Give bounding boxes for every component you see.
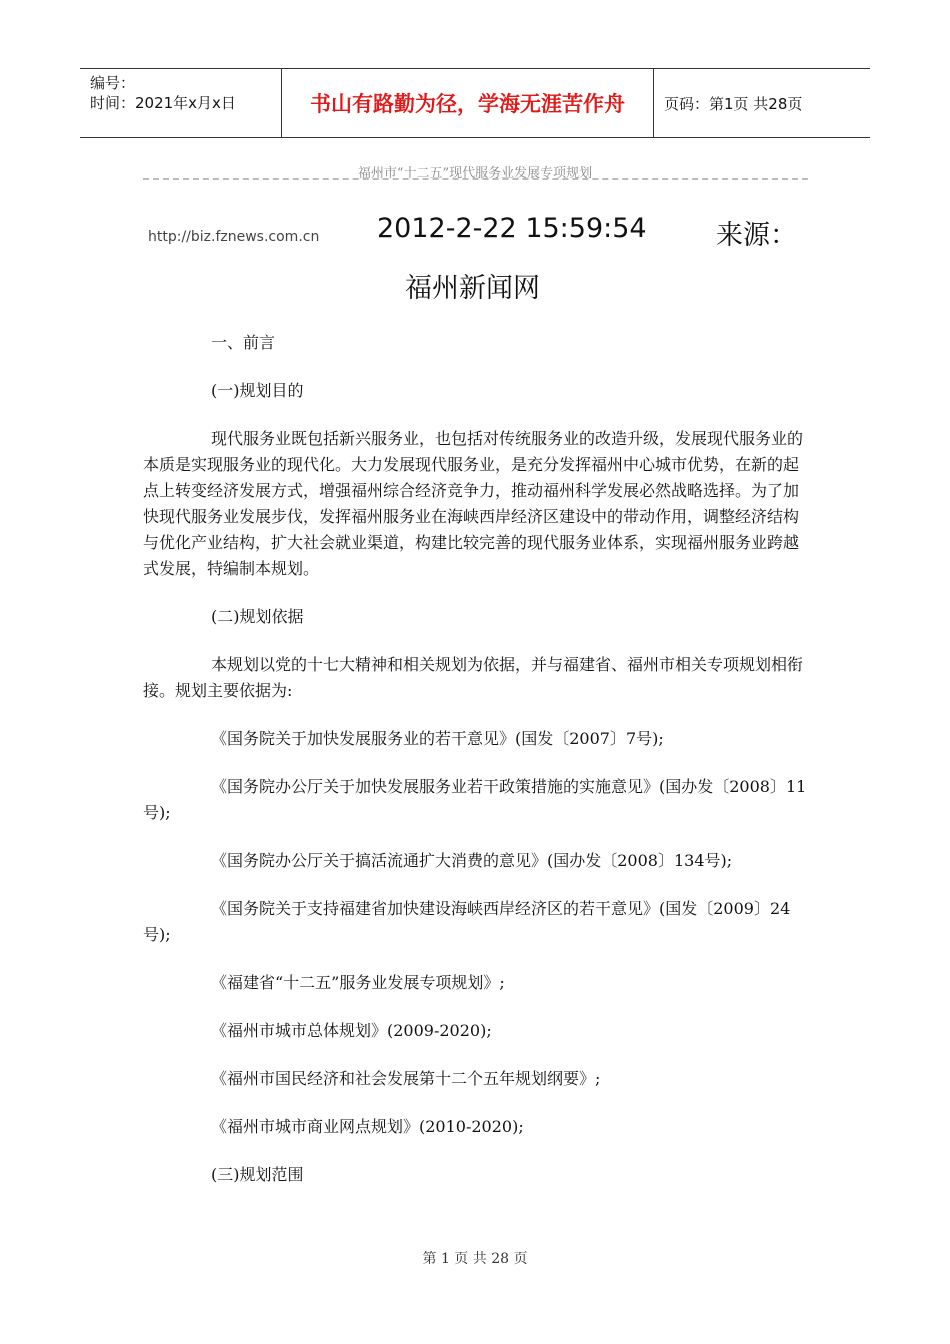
source-url[interactable]: http://biz.fznews.com.cn: [148, 229, 320, 245]
subsection-heading: (一)规划目的: [211, 381, 304, 400]
reference-item: 《福州市城市总体规划》(2009-2020);: [211, 1021, 492, 1040]
reference-item: 《国务院关于加快发展服务业的若干意见》(国发〔2007〕7号);: [211, 729, 664, 748]
source-site: 福州新闻网: [405, 273, 540, 304]
subsection-heading: (三)规划范围: [211, 1165, 304, 1184]
body-paragraph: 本规划以党的十七大精神和相关规划为依据，并与福建省、福州市相关专项规划相衔接。规划主要依据为:: [143, 655, 804, 700]
body-paragraph: 现代服务业既包括新兴服务业，也包括对传统服务业的改造升级，发展现代服务业的本质是实现服务业的现代化。大力发展现代服务业，是充分发挥福州中心城市优势，在新的起点上转变经济发展方式，增强福州综合经济竞争力，推动福州科学发展必然战略选择。为了加快现代服务业发展步伐，发挥福州服务业在海峡西岸经济区建设中的带动作用，调整经济结构与优化产业结构，扩大社会就业渠道，构建比较完善的现代服务业体系，实现福州服务业跨越式发展，特编制本规划。: [143, 429, 804, 578]
reference-item: 《国务院办公厅关于加快发展服务业若干政策措施的实施意见》(国办发〔2008〕11号);: [143, 777, 807, 822]
header-motto: 书山有路勤为径，学海无涯苦作舟: [282, 69, 654, 137]
header-meta: [80, 69, 282, 137]
section-heading: 一、前言: [211, 333, 276, 352]
serial-label: 编号：: [90, 74, 136, 92]
header-page-info: 页码：第1页 共28页: [664, 94, 803, 113]
document-header: [80, 68, 870, 138]
header-divider: [143, 178, 808, 180]
reference-item: 《福州市城市商业网点规划》(2010-2020);: [211, 1117, 524, 1136]
subsection-heading: (二)规划依据: [211, 607, 304, 626]
running-head: 福州市“十二五”现代服务业发展专项规划: [357, 166, 593, 181]
reference-item: 《福州市国民经济和社会发展第十二个五年规划纲要》;: [211, 1069, 601, 1088]
time-label: 时间：2021年x月x日: [90, 94, 236, 112]
reference-item: 《福建省“十二五”服务业发展专项规划》;: [211, 973, 505, 992]
source-label: 来源：: [716, 220, 797, 251]
reference-item: 《国务院关于支持福建省加快建设海峡西岸经济区的若干意见》(国发〔2009〕24号);: [143, 899, 791, 944]
document-body: [143, 330, 808, 1210]
source-date: 2012-2-22 15:59:54: [377, 213, 647, 244]
page-footer: 第 1 页 共 28 页: [422, 1251, 528, 1267]
reference-item: 《国务院办公厅关于搞活流通扩大消费的意见》(国办发〔2008〕134号);: [211, 851, 733, 870]
